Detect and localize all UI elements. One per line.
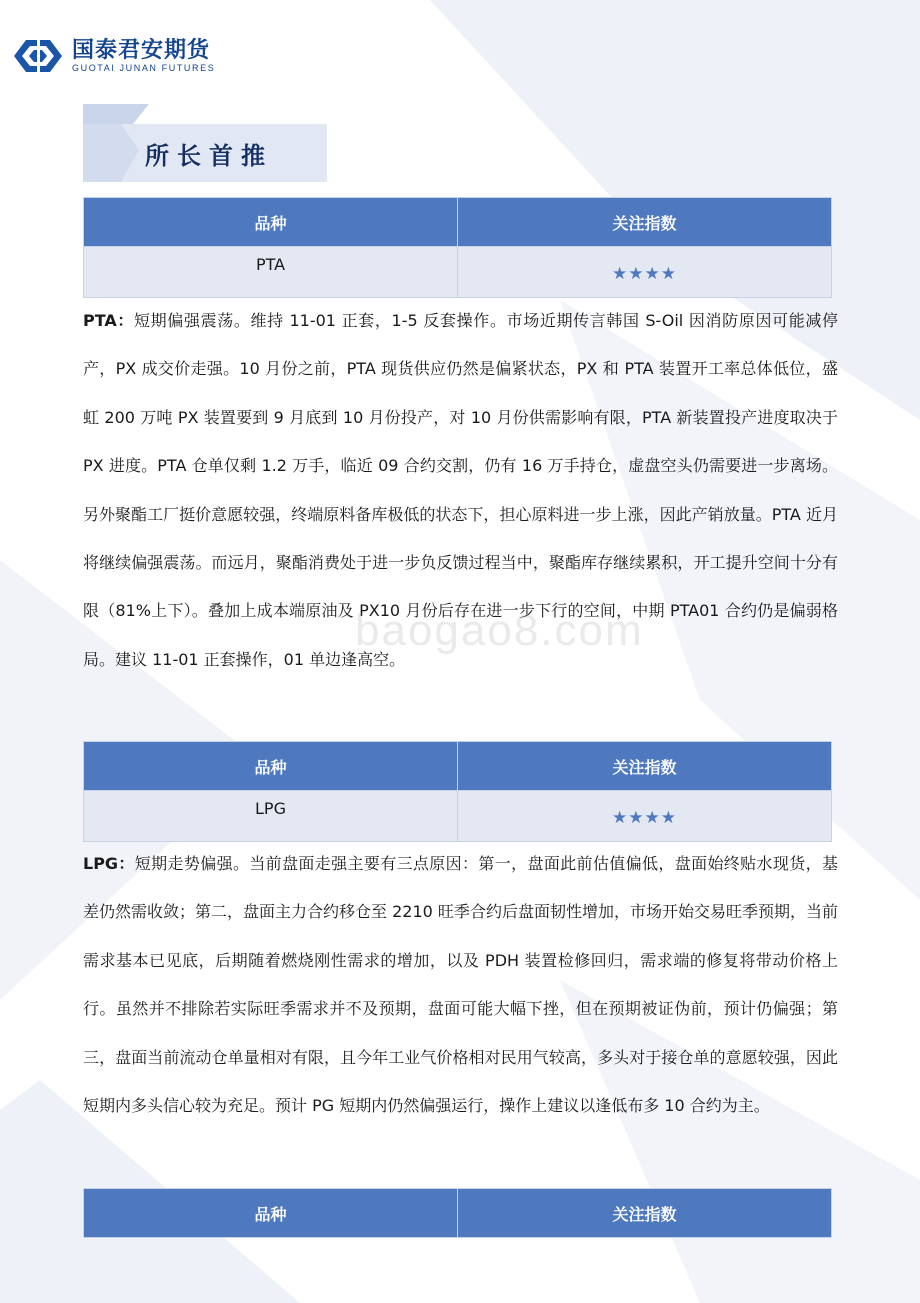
header-attention-index: 关注指数 (458, 198, 832, 247)
header-variety: 品种 (84, 742, 458, 791)
header-attention-index: 关注指数 (458, 742, 832, 791)
watermark: baogao8.com (355, 606, 644, 655)
logo-name-en: GUOTAI JUNAN FUTURES (72, 62, 216, 73)
section-title: 所长首推 (145, 142, 273, 170)
paragraph-text: 短期偏强震荡。维持 11-01 正套，1-5 反套操作。市场近期传言韩国 S-Oil 因消防原因可能减停产，PX 成交价走强。10 月份之前，PTA 现货供应仍然是偏紧状态，PX 和 PTA 装置开工率总体低位，盛虹 200 万吨 PX 装置要到 9 月底到 10 月份投产，对 10 月份供需影响有限，PTA 新装置投产进度取决于 PX 进度。PTA 仓单仅剩 1.2 万手，临近 09 合约交割，仍有 16 万手持仓，虚盘空头仍需要进一步离场。另外聚酯工厂挺价意愿较强，终端原料备库极低的状态下，担心原料进一步上涨，因此产销放量。PTA 近月将继续偏强震荡。而远月，聚酯消费处于进一步负反馈过程当中，聚酯库存继续累积，开工提升空间十分有限（81%上下）。叠加上成本端原油及 PX10 月份后存在进一步下行的空间，中期 PTA01 合约仍是偏弱格局。建议 11-01 正套操作，01 单边逢高空。 (83, 311, 838, 669)
attention-stars: ★★★★ (458, 791, 832, 842)
paragraph-label: PTA： (83, 311, 135, 330)
variety-table-lpg (83, 741, 832, 842)
table-row (84, 791, 832, 842)
variety-table-pta (83, 197, 832, 298)
header-variety: 品种 (84, 1189, 458, 1238)
header-attention-index: 关注指数 (458, 1189, 832, 1238)
table-header-row (84, 742, 832, 791)
attention-stars: ★★★★ (458, 247, 832, 298)
variety-name: LPG (84, 791, 458, 842)
section-title-banner (83, 104, 327, 182)
variety-name: PTA (84, 247, 458, 298)
table-header-row (84, 198, 832, 247)
company-logo (12, 38, 215, 74)
analysis-paragraph-lpg (83, 840, 838, 1130)
logo-name-cn: 国泰君安期货 (72, 37, 211, 63)
variety-table-next (83, 1188, 832, 1238)
logo-hexagon-icon (12, 38, 64, 74)
analysis-paragraph-pta (83, 297, 838, 684)
paragraph-label: LPG： (83, 854, 135, 873)
table-header-row (84, 1189, 832, 1238)
header-variety: 品种 (84, 198, 458, 247)
table-row (84, 247, 832, 298)
paragraph-text: 短期走势偏强。当前盘面走强主要有三点原因：第一，盘面此前估值偏低，盘面始终贴水现货，基差仍然需收敛；第二，盘面主力合约移仓至 2210 旺季合约后盘面韧性增加，市场开始交易旺季预期，当前需求基本已见底，后期随着燃烧刚性需求的增加，以及 PDH 装置检修回归，需求端的修复将带动价格上行。虽然并不排除若实际旺季需求并不及预期，盘面可能大幅下挫，但在预期被证伪前，预计仍偏强；第三，盘面当前流动仓单量相对有限，且今年工业气价格相对民用气较高，多头对于接仓单的意愿较强，因此短期内多头信心较为充足。预计 PG 短期内仍然偏强运行，操作上建议以逢低布多 10 合约为主。 (83, 854, 838, 1116)
